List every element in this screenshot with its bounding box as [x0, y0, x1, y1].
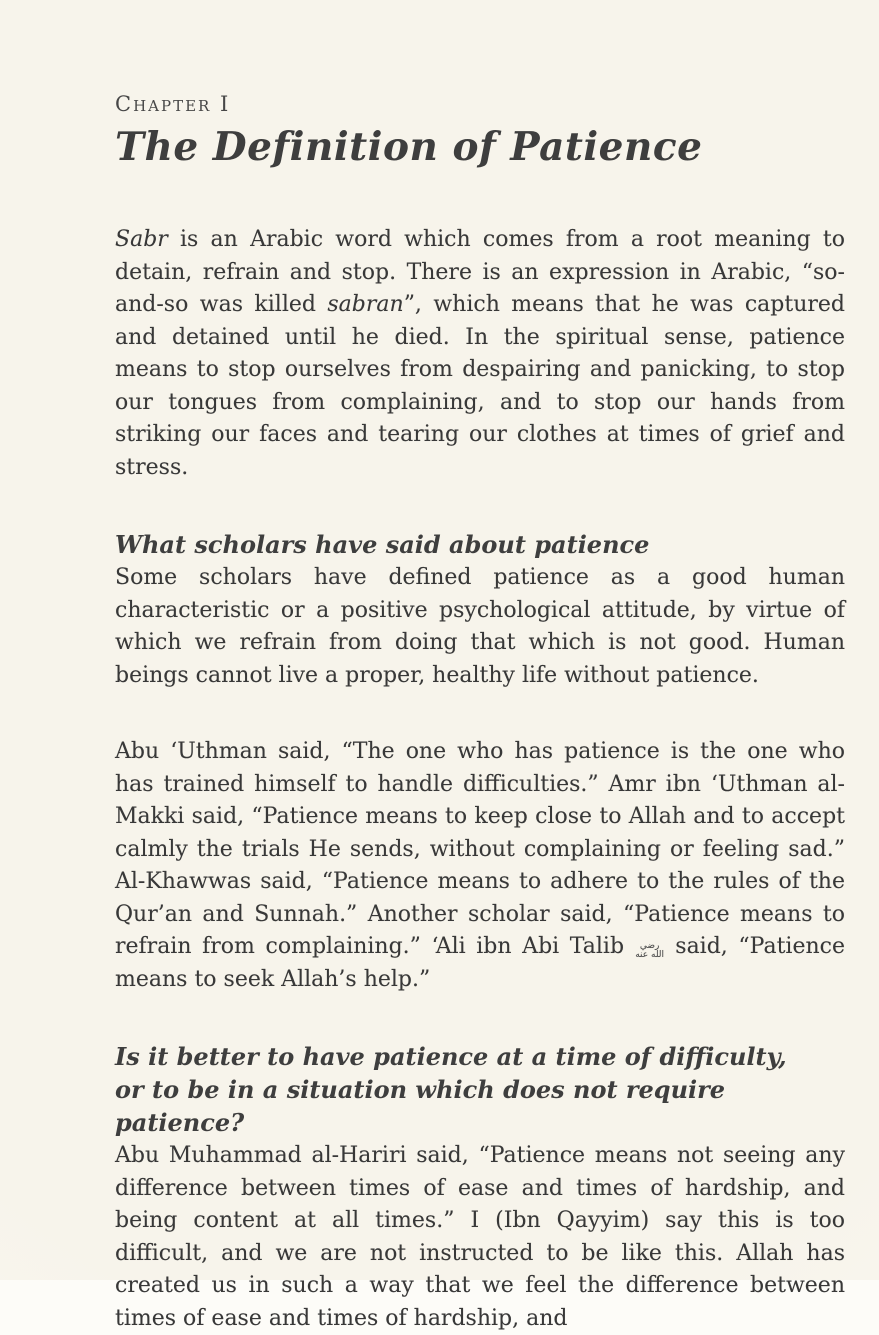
text-run: ”, which means that he was captured and detained until he died. In the spiritual sense, patience means to stop ourselves from despairing and panicking, to stop our tongues from complaining, and to stop our hands from striking our faces and tearing our clothes at times of grief and stress.	[115, 292, 845, 480]
paragraph-scholar-quotes	[115, 736, 845, 996]
chapter-label: Chapter I	[115, 92, 231, 116]
heading-line-1: Is it better to have patience at a time of difficulty,	[115, 1042, 787, 1071]
italic-term: Sabr	[115, 227, 168, 252]
heading-line-2: or to be in a situation which does not require patience?	[115, 1075, 726, 1137]
paragraph-scholars-definition	[115, 562, 845, 692]
section-heading-scholars: What scholars have said about patience	[115, 530, 650, 559]
paragraph-hariri-quote	[115, 1140, 845, 1335]
italic-term: sabran	[327, 292, 404, 317]
paragraph-sabr-definition	[115, 224, 845, 484]
text-run: Abu ‘Uthman said, “The one who has patience is the one who has trained himself to handle difficulties.” Amr ibn ‘Uthman al-Makki said, “Patience means to keep close to Allah and to accept calmly the trials He sends, without complaining or feeling sad.” Al-Khawwas said, “Patience means to adhere to the rules of the Qur’an and Sunnah.” Another scholar said, “Patience means to refrain from complaining.” ‘Ali ibn Abi Talib	[115, 739, 845, 959]
honorific-calligraphy-icon: رضي الله عنه	[635, 941, 665, 960]
text-run: Abu Muhammad al-Hariri said, “Patience means not seeing any difference between times of ease and times of hardship, and being content at all times.” I (Ibn Qayyim) say this is too difficult, and we are not instructed to be like this. Allah has created us in such a way that we feel the difference between times of ease and times of hardship, and	[115, 1143, 845, 1331]
text-run: is an Arabic word which comes from a root meaning to detain, refrain and stop. There is an expression in Arabic, “so-and-so was killed	[115, 227, 845, 317]
text-column	[115, 92, 845, 1335]
chapter-header	[115, 92, 845, 170]
chapter-title: The Definition of Patience	[115, 124, 703, 170]
text-run: Some scholars have defined patience as a good human characteristic or a positive psychological attitude, by virtue of which we refrain from doing that which is not good. Human beings cannot live a proper, healthy life without patience.	[115, 565, 845, 688]
text-run: said, “Patience means to seek Allah’s help.”	[115, 934, 845, 992]
section-heading-difficulty-question	[115, 1040, 845, 1139]
